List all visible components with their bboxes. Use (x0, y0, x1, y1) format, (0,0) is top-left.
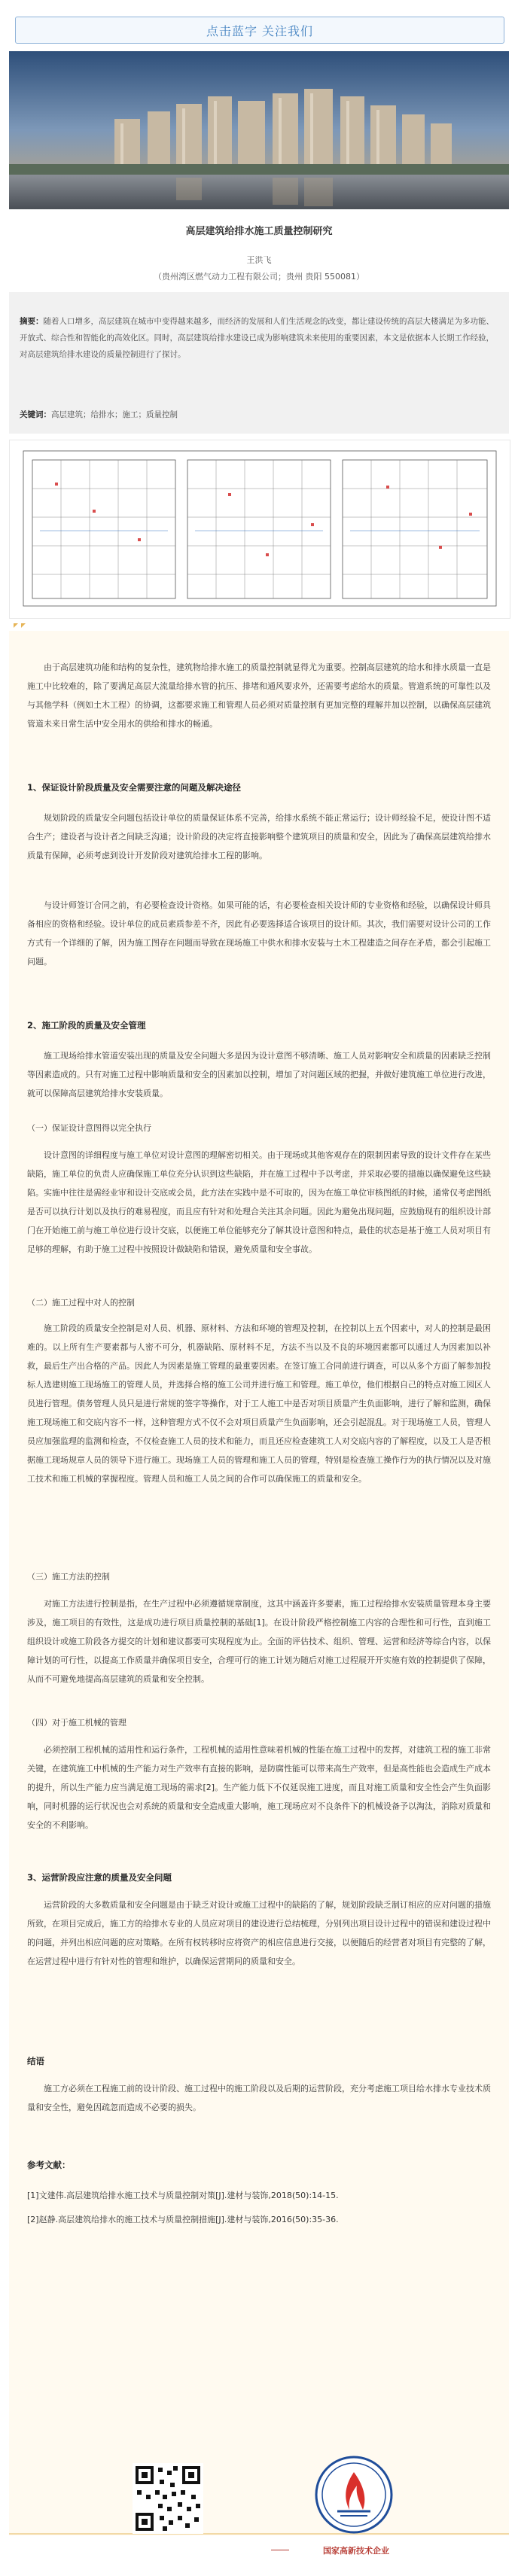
company-logo-icon (315, 2456, 393, 2534)
paragraph-design-2: 与设计师签订合同之前，有必要检查设计资格。如果可能的话，有必要检查相关设计师的专业资格和经验，以确保设计师具备相应的资格和经验。设计单位的成员素质参差不齐，因此有必要选择适合该项目的设计师。其次，我们需要对设计公司的工作方式有一个详细的了解，因为施工图存在问题而导致在现场施工中供水和排水安装与土木工程建造之间存在矛盾，都会引起施工问题。 (27, 900, 491, 967)
decorative-corner-icon (9, 622, 509, 631)
hero-image (9, 51, 509, 209)
follow-text: 点击蓝字 关注我们 (206, 23, 314, 38)
paragraph-personnel: 施工阶段的质量安全控制是对人员、机器、原材料、方法和环境的管理及控制，在控制以上五个因素中，对人的控制是最困难的。以上所有生产要素都与人密不可分，机器缺陷、原材料不足，方法不当以及不良的环境因素都可以通过人为因素加以补救，最后生产出合格的产品。因此人为因素是施工管理的最重要因素。在签订施工合同前进行调查，可以从多个方面了解参加投标人选建则施工现场施工的管理人员，并选择合格的施工公司并进行施工和管理。施工单位，他们根据自己的特点对施工园区人员进行管理。债务管理人员只是进行常规的签字等操作，对于工人施工中是否对项目质量产生负面影响，进行了解和监测，确保施工现场施工和交底内容不一样，这种管理方式不仅不会对项目质量产生负面影响，还会引起混乱。对于现场施工人员，管理人员应加强监理的监测和检查，不仅检查施工人员的技术和能力，而且还应检查建筑工人对交底内容的了解程度，以及工人是否根据施工现场规章人员的领导下进行施工。现场施工人员的管理和施工人员的管理，特别是检查施工操作行为的执行情况以及对施工技术和施工机械的掌握程度。管理人员和施工人员之间的合作可以确保施工的质量和安全。 (27, 1323, 491, 1484)
heading-section-1: 1、保证设计阶段质量及安全需要注意的问题及解决途径 (27, 782, 241, 793)
author-affiliation: （贵州湾区燃气动力工程有限公司；贵州 贵阳 550081） (154, 272, 364, 282)
subheading-personnel: （二）施工过程中对人的控制 (27, 1298, 135, 1308)
paragraph-design-1: 规划阶段的质量安全问题包括设计单位的质量保证体系不完善，给排水系统不能正常运行；设计师经验不足，使设计图不适合生产；建设者与设计者之间缺乏沟通；设计阶段的决定将直接影响整个建筑项目的质量和安全，因此为了确保高层建筑给排水质量有保障，必须考虑到设计开发阶段对建筑给排水工程的影响。 (27, 813, 491, 860)
heading-section-2: 2、施工阶段的质量及安全管理 (27, 1020, 146, 1031)
article-title: 高层建筑给排水施工质量控制研究 (185, 226, 333, 237)
floor-plan-image (9, 440, 510, 619)
reference-item: [2]赵静.高层建筑给排水的施工技术与质量控制措施[J].建材与装饰,2016(50):35-36. (27, 2215, 339, 2224)
article-body (9, 631, 509, 2535)
paragraph-machinery: 必须控制工程机械的适用性和运行条件，工程机械的适用性意味着机械的性能在施工过程中的发挥，对建筑工程的施工非常关键，在建筑施工中机械的生产能力对生产效率有直接的影响，是防腐性能可以带来高生产效率，但是高性能也会造成生产成本的提升，所以生产能力应当满足施工现场的需求[2]。生产能力低下不仅延误施工进度，而且对施工质量和安全性会产生负面影响，同时机器的运行状况也会对系统的质量和安全造成重大影响，施工现场应对不良条件下的机械设备予以淘汰，消除对质量和安全的不利影响。 (27, 1745, 491, 1830)
subheading-machinery: （四）对于施工机械的管理 (27, 1718, 126, 1728)
paragraph-design-intent: 设计意图的详细程度与施工单位对设计意图的理解密切相关。由于现场或其他客观存在的限制因素导致的设计文件存在某些缺陷，施工单位的负责人应确保施工单位充分认识到这些缺陷，并在施工过程中予以考虑，并采取必要的措施以确保避免这些缺陷。实施中往往是需经业审和设计交底或会员，此方法在实践中是不可取的，因为在施工单位审核图纸的时候，通常仅考虑图纸是否可以执行计划以及执行的难易程度，而且应有针对和处理合关注其余问题。因此为避免出现问题，应鼓励现有的组织设计部门在开始施工前与施工单位进行设计交底，以便施工单位能够充分了解其设计意图和特点，最佳的状态是基于施工人员对项目有足够的理解，有助于施工过程中按照设计做缺陷和错误，避免质量和安全事故。 (27, 1150, 491, 1254)
qr-code-icon[interactable] (133, 2463, 203, 2534)
subheading-design-intent: （一）保证设计意图得以完全执行 (27, 1123, 151, 1133)
author-name: 王洪飞 (246, 255, 272, 265)
title-block (0, 217, 518, 282)
abstract-box (9, 292, 509, 434)
abstract-label: 摘要： (20, 317, 44, 326)
abstract (20, 313, 498, 363)
divider (9, 2533, 509, 2535)
keywords (20, 406, 498, 423)
paragraph-conclusion: 施工方必须在工程施工前的设计阶段、施工过程中的施工阶段以及后期的运营阶段，充分考虑施工项目给水排水专业技术质量和安全性，避免因疏忽而造成不必要的损失。 (27, 2084, 491, 2112)
paragraph-operation: 运营阶段的大多数质量和安全问题是由于缺乏对设计或施工过程中的缺陷的了解，规划阶段缺乏制订相应的应对问题的措施所致，在项目完成后，施工方的给排水专业的人员应对项目的建设进行总结梳理，分别列出项目设计过程中的错误和建设过程中的问题，并列出相应问题的应对策略。在所有权转移时应将资产的相应信息进行交接，以便随后的经营者对项目有完整的了解，在运营过程中进行有针对性的管理和维护，以确保运营期间的质量和安全。 (27, 1900, 491, 1966)
abstract-text: 随着人口增多，高层建筑在城市中变得越来越多，而经济的发展和人们生活观念的改变，都让建设传统的高层大楼满足为多功能、开放式、综合性和智能化的高效化区。同时，高层建筑给排水建设已成为影响建筑未来使用的重要因素，本文是依据本人长期工作经验，对高层建筑给排水建设的质量控制进行了探讨。 (20, 317, 494, 359)
heading-conclusion: 结语 (27, 2056, 44, 2066)
subheading-methods: （三）施工方法的控制 (27, 1572, 110, 1582)
paragraph-construction-1: 施工现场给排水管道安装出现的质量及安全问题大多是因为设计意图不够清晰、施工人员对影响安全和质量的因素缺乏控制等因素造成的。只有对施工过程中影响质量和安全的因素加以控制，增加了对问题区域的把握，并做好建筑施工单位进行改进，就可以保障高层建筑给排水安装质量。 (27, 1051, 491, 1098)
follow-us-banner[interactable] (15, 17, 504, 44)
keywords-label: 关键词： (20, 410, 51, 419)
references-title: 参考文献： (27, 2160, 71, 2170)
paragraph-methods: 对施工方法进行控制是指，在生产过程中必须遵循规章制度，这其中涵盖许多要素，施工过程给排水安装质量管理本身主要涉及，施工项目的有效性，这是成功进行项目质量控制的基础[1]。在设计阶段严格控制施工内容的合理性和可行性，直到施工组织设计或施工阶段各方提交的计划和建议都要可实现程度为止。全面的评估技术、组织、管理、运营和经济等综合内容，以保障计划的可行性，以提高工作质量并确保项目安全，合理可行的施工计划为随后对施工过程展开开实施有效的控制提供了保障，从而不可避免地提高高层建筑的质量和安全控制。 (27, 1599, 491, 1684)
reference-item: [1]文建伟.高层建筑给排水施工技术与质量控制对策[J].建材与装饰,2018(50):14-15. (27, 2191, 339, 2200)
keywords-text: 高层建筑；给排水；施工；质量控制 (51, 410, 178, 419)
company-caption: 国家高新技术企业 (323, 2546, 389, 2556)
heading-section-3: 3、运营阶段应注意的质量及安全问题 (27, 1872, 172, 1883)
paragraph-intro: 由于高层建筑功能和结构的复杂性，建筑物给排水施工的质量控制就显得尤为重要。控制高层建筑的给水和排水质量一直是施工中比较难的，除了要满足高层大流量给排水管的抗压、排堵和通风要求外，还需要考虑给水的质量。管道系统的可靠性以及与其他学科（例如土木工程）的协调，这都要求施工和管理人员必须对质量控制有更加完整的理解并加以控制，以确保高层建筑管道未来日常生活中安全用水的供给和排水的畅通。 (27, 662, 491, 729)
